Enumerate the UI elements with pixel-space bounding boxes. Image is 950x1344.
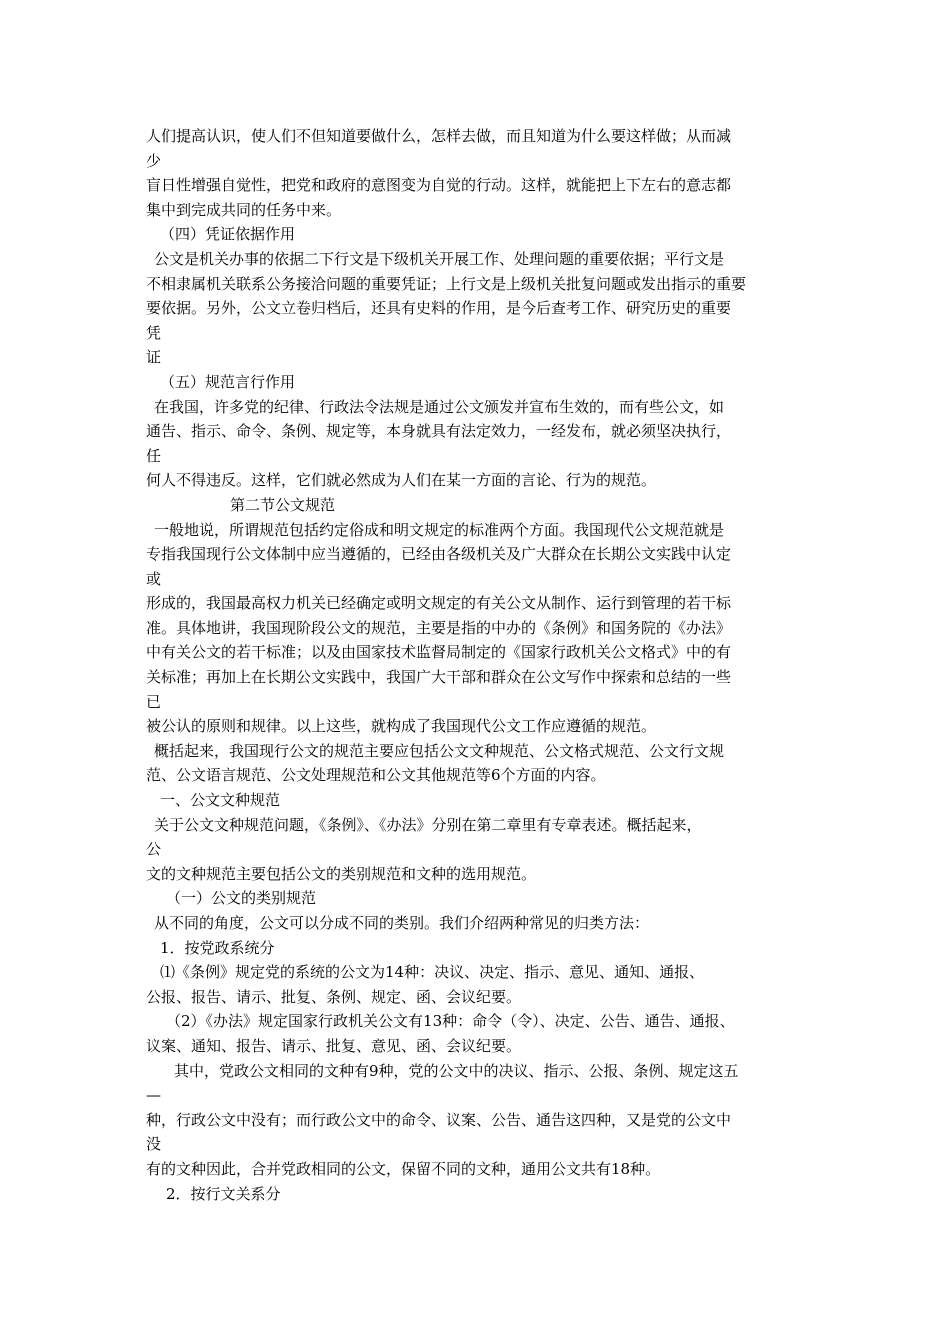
text-line: 在我国，许多党的纪律、行政法令法规是通过公文颁发并宣布生效的，而有些公文，如: [154, 397, 725, 416]
text-line: 有的文种因此，合并党政相同的公文，保留不同的文种，通用公文共有18种。: [146, 1159, 661, 1178]
text-line: 没: [146, 1135, 162, 1154]
text-line: 其中，党政公文相同的文种有9种，党的公文中的决议、指示、公报、条例、规定这五: [174, 1061, 739, 1080]
chapter-heading: 第二节公文规范: [230, 495, 336, 514]
text-line: 要依据。另外，公文立卷归档后，还具有史料的作用，是今后查考工作、研究历史的重要: [146, 299, 732, 318]
text-line: 关标准；再加上在长期公文实践中，我国广大干部和群众在公文写作中探索和总结的一些: [146, 668, 732, 687]
text-line: 何人不得违反。这样，它们就必然成为人们在某一方面的言论、行为的规范。: [146, 471, 657, 490]
text-line: 关于公文文种规范问题，《条例》、《办法》分别在第二章里有专章表述。概括起来，: [154, 815, 702, 834]
text-line: 集中到完成共同的任务中来。: [146, 200, 342, 219]
text-line: 准。具体地讲，我国现阶段公文的规范，主要是指的中办的《条例》和国务院的《办法》: [146, 618, 732, 637]
section-heading: （五）规范言行作用: [160, 372, 296, 391]
text-line: 证: [146, 348, 162, 367]
text-line: 范、公文语言规范、公文处理规范和公文其他规范等6个方面的内容。: [146, 766, 606, 785]
document-page: [146, 124, 818, 1206]
text-line: 通告、指示、命令、条例、规定等，本身就具有法定效力，一经发布，就必须坚决执行，: [146, 422, 732, 441]
text-line: 议案、通知、报告、请示、批复、意见、函、会议纪要。: [146, 1036, 522, 1055]
text-line: 盲日性增强自觉性，把党和政府的意图变为自觉的行动。这样，就能把上下左右的意志都: [146, 176, 732, 195]
text-line: 人们提高认识，使人们不但知道要做什么，怎样去做，而且知道为什么要这样做；从而减: [146, 127, 732, 145]
text-line: 或: [146, 569, 162, 588]
list-heading: 1．按党政系统分: [160, 938, 275, 957]
text-line: 从不同的角度，公文可以分成不同的类别。我们介绍两种常见的归类方法：: [154, 914, 650, 932]
text-line: 不相隶属机关联系公务接洽问题的重要凭证；上行文是上级机关批复问题或发出指示的重要: [146, 274, 747, 293]
text-line: 形成的，我国最高权力机关已经确定或明文规定的有关公文从制作、运行到管理的若干标: [146, 594, 732, 613]
text-line: 被公认的原则和规律。以上这些，就构成了我国现代公文工作应遵循的规范。: [146, 717, 657, 736]
text-line: 公: [146, 840, 162, 859]
section-heading: （一）公文的类别规范: [166, 889, 317, 908]
text-line: 凭: [146, 323, 162, 342]
text-line: 概括起来，我国现行公文的规范主要应包括公文文种规范、公文格式规范、公文行文规: [154, 741, 725, 760]
text-line: 公报、报告、请示、批复、条例、规定、函、会议纪要。: [146, 987, 522, 1006]
section-heading: 一、公文文种规范: [160, 791, 281, 810]
text-line: 任: [146, 446, 162, 465]
text-line: 已: [146, 692, 162, 711]
text-line: —: [146, 1086, 161, 1105]
list-heading: 2．按行文关系分: [166, 1184, 281, 1203]
text-line: 专指我国现行公文体制中应当遵循的，已经由各级机关及广大群众在长期公文实践中认定: [146, 545, 732, 564]
text-line: 文的文种规范主要包括公文的类别规范和文种的选用规范。: [146, 864, 537, 883]
section-heading: （四）凭证依据作用: [160, 225, 296, 244]
text-line: 公文是机关办事的依据二下行文是下级机关开展工作、处理问题的重要依据；平行文是: [154, 249, 725, 268]
text-line: 中有关公文的若干标准；以及由国家技术监督局制定的《国家行政机关公文格式》中的有: [146, 643, 732, 662]
list-item: （2）《办法》规定国家行政机关公文有13种：命令（令）、决定、公告、通告、通报、: [166, 1012, 735, 1031]
text-line: 少: [146, 151, 162, 170]
text-line: 种，行政公文中没有；而行政公文中的命令、议案、公告、通告这四种，又是党的公文中: [146, 1110, 732, 1129]
list-item: ⑴《条例》规定党的系统的公文为14种：决议、决定、指示、意见、通知、通报、: [160, 963, 705, 982]
text-line: 一般地说，所谓规范包括约定俗成和明文规定的标准两个方面。我国现代公文规范就是: [154, 520, 725, 539]
